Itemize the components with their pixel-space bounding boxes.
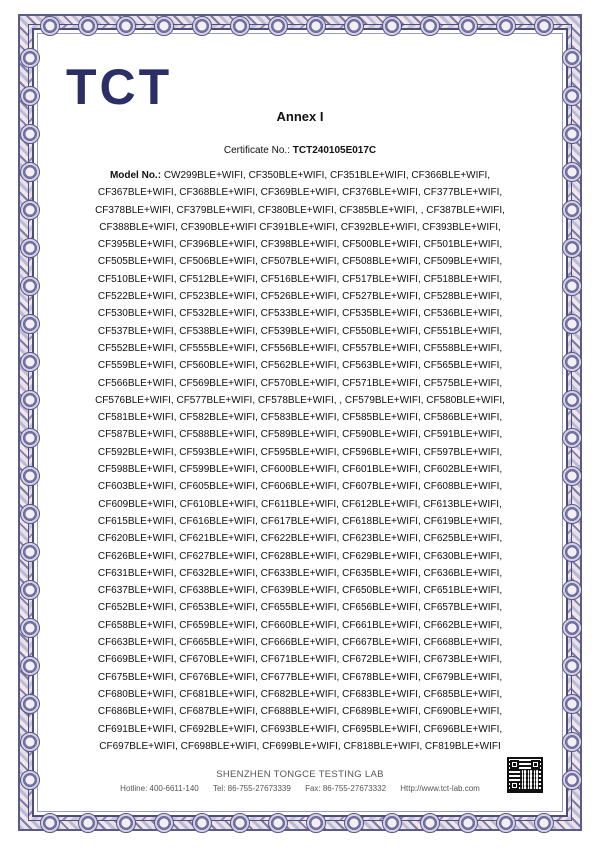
certificate-label: Certificate No.:: [223, 145, 293, 156]
tct-seal-icon: [420, 813, 440, 833]
model-line-text: CF510BLE+WIFI, CF512BLE+WIFI, CF516BLE+WIFI, CF517BLE+WIFI, CF518BLE+WIFI,: [97, 273, 503, 285]
model-line-text: CF663BLE+WIFI, CF665BLE+WIFI, CF666BLE+WIFI, CF667BLE+WIFI, CF668BLE+WIFI,: [97, 637, 503, 649]
tct-seal-icon: [562, 200, 582, 220]
model-line-text: CF680BLE+WIFI, CF681BLE+WIFI, CF682BLE+WIFI, CF683BLE+WIFI, CF685BLE+WIFI,: [97, 688, 503, 700]
model-line-text: CF587BLE+WIFI, CF588BLE+WIFI, CF589BLE+WIFI, CF590BLE+WIFI, CF591BLE+WIFI,: [97, 429, 503, 441]
tct-seal-icon: [562, 390, 582, 410]
tct-seal-icon: [154, 813, 174, 833]
model-line-text: CF658BLE+WIFI, CF659BLE+WIFI, CF660BLE+WIFI, CF661BLE+WIFI, CF662BLE+WIFI,: [97, 619, 503, 631]
model-line-text: CF395BLE+WIFI, CF396BLE+WIFI, CF398BLE+WIFI, CF500BLE+WIFI, CF501BLE+WIFI,: [97, 239, 503, 251]
model-line-text: CF609BLE+WIFI, CF610BLE+WIFI, CF611BLE+WIFI, CF612BLE+WIFI, CF613BLE+WIFI,: [98, 498, 502, 510]
fax: Fax: 86-755-27673332: [305, 784, 387, 793]
qr-finder: [510, 781, 519, 790]
model-line-text: CF388BLE+WIFI, CF390BLE+WIFI CF391BLE+WIFI, CF392BLE+WIFI, CF393BLE+WIFI,: [99, 221, 501, 233]
tct-seal-icon: [562, 504, 582, 524]
tct-seal-icon: [20, 504, 40, 524]
tct-seal-icon: [562, 276, 582, 296]
tct-seal-icon: [20, 314, 40, 334]
model-line-text: CF530BLE+WIFI, CF532BLE+WIFI, CF533BLE+WIFI, CF535BLE+WIFI, CF536BLE+WIFI,: [97, 308, 503, 320]
model-line-text: CF675BLE+WIFI, CF676BLE+WIFI, CF677BLE+WIFI, CF678BLE+WIFI, CF679BLE+WIFI,: [97, 671, 503, 683]
tct-seal-icon: [78, 16, 98, 36]
tct-seal-icon: [40, 813, 60, 833]
tct-seal-icon: [20, 428, 40, 448]
model-line-text: CF631BLE+WIFI, CF632BLE+WIFI, CF633BLE+WIFI, CF635BLE+WIFI, CF636BLE+WIFI,: [97, 567, 503, 579]
model-line: [80, 375, 520, 392]
model-line-text: CW299BLE+WIFI, CF350BLE+WIFI, CF351BLE+WIFI, CF366BLE+WIFI,: [163, 170, 491, 181]
model-line-text: CF669BLE+WIFI, CF670BLE+WIFI, CF671BLE+WIFI, CF672BLE+WIFI, CF673BLE+WIFI,: [97, 654, 503, 666]
tct-seal-icon: [20, 162, 40, 182]
page-title: Annex I: [276, 109, 324, 124]
tct-seal-icon: [20, 542, 40, 562]
tct-seal-icon: [116, 16, 136, 36]
model-line: [80, 288, 520, 305]
model-line: [80, 323, 520, 340]
model-line: [80, 305, 520, 322]
model-line-text: CF537BLE+WIFI, CF538BLE+WIFI, CF539BLE+WIFI, CF550BLE+WIFI, CF551BLE+WIFI,: [97, 325, 503, 337]
tct-seal-icon: [20, 618, 40, 638]
tct-seal-icon: [562, 238, 582, 258]
tct-seal-icon: [20, 390, 40, 410]
tct-seal-icon: [562, 314, 582, 334]
model-line-text: CF637BLE+WIFI, CF638BLE+WIFI, CF639BLE+WIFI, CF650BLE+WIFI, CF651BLE+WIFI,: [97, 585, 503, 597]
tct-seal-icon: [458, 813, 478, 833]
telephone: Tel: 86-755-27673339: [212, 784, 291, 793]
tct-seal-icon: [20, 732, 40, 752]
tct-seal-icon: [382, 813, 402, 833]
tct-seal-icon: [230, 813, 250, 833]
tct-seal-icon: [562, 428, 582, 448]
tct-seal-icon: [20, 656, 40, 676]
model-line: [80, 738, 520, 755]
model-line: [80, 617, 520, 634]
model-line: [80, 530, 520, 547]
model-line: [80, 513, 520, 530]
model-line: [80, 444, 520, 461]
model-line-text: CF598BLE+WIFI, CF599BLE+WIFI, CF600BLE+WIFI, CF601BLE+WIFI, CF602BLE+WIFI,: [97, 464, 503, 476]
model-line-text: CF581BLE+WIFI, CF582BLE+WIFI, CF583BLE+WIFI, CF585BLE+WIFI, CF586BLE+WIFI,: [97, 412, 503, 424]
model-line: [80, 219, 520, 236]
model-line-text: CF626BLE+WIFI, CF627BLE+WIFI, CF628BLE+WIFI, CF629BLE+WIFI, CF630BLE+WIFI,: [97, 550, 503, 562]
model-line-text: CF603BLE+WIFI, CF605BLE+WIFI, CF606BLE+WIFI, CF607BLE+WIFI, CF608BLE+WIFI,: [97, 481, 503, 493]
tct-seal-icon: [562, 162, 582, 182]
model-line: [80, 202, 520, 219]
model-line-text: CF505BLE+WIFI, CF506BLE+WIFI, CF507BLE+WIFI, CF508BLE+WIFI, CF509BLE+WIFI,: [97, 256, 503, 268]
tct-seal-icon: [20, 466, 40, 486]
model-line: [80, 253, 520, 270]
model-line: [80, 582, 520, 599]
model-line-text: CF522BLE+WIFI, CF523BLE+WIFI, CF526BLE+WIFI, CF527BLE+WIFI, CF528BLE+WIFI,: [97, 291, 503, 303]
tct-seal-icon: [154, 16, 174, 36]
model-line: [80, 686, 520, 703]
model-line: [80, 599, 520, 616]
model-line: [80, 669, 520, 686]
model-line-text: CF576BLE+WIFI, CF577BLE+WIFI, CF578BLE+WIFI, , CF579BLE+WIFI, CF580BLE+WIFI,: [95, 394, 505, 406]
tct-seal-icon: [20, 48, 40, 68]
certificate-value: TCT240105E017C: [292, 145, 377, 156]
model-line-text: CF615BLE+WIFI, CF616BLE+WIFI, CF617BLE+WIFI, CF618BLE+WIFI, CF619BLE+WIFI,: [97, 515, 503, 527]
tct-seal-icon: [496, 16, 516, 36]
hotline: Hotline: 400-6611-140: [120, 784, 199, 793]
tct-seal-icon: [20, 238, 40, 258]
tct-seal-icon: [268, 16, 288, 36]
tct-seal-icon: [20, 124, 40, 144]
qr-finder: [510, 760, 519, 769]
model-line: [80, 721, 520, 738]
qr-finder: [531, 760, 540, 769]
tct-seal-icon: [562, 732, 582, 752]
website-link[interactable]: Http://www.tct-lab.com: [400, 784, 480, 793]
model-line: [80, 634, 520, 651]
model-line: [80, 703, 520, 720]
certificate-number: [0, 145, 600, 156]
model-line-text: CF559BLE+WIFI, CF560BLE+WIFI, CF562BLE+WIFI, CF563BLE+WIFI, CF565BLE+WIFI,: [97, 360, 503, 372]
model-line: [80, 392, 520, 409]
tct-seal-icon: [496, 813, 516, 833]
model-line-text: CF552BLE+WIFI, CF555BLE+WIFI, CF556BLE+WIFI, CF557BLE+WIFI, CF558BLE+WIFI,: [97, 342, 503, 354]
model-line: [80, 478, 520, 495]
tct-seal-icon: [268, 813, 288, 833]
tct-seal-icon: [20, 276, 40, 296]
tct-seal-icon: [192, 813, 212, 833]
model-line-text: CF378BLE+WIFI, CF379BLE+WIFI, CF380BLE+WIFI, CF385BLE+WIFI, , CF387BLE+WIFI,: [95, 204, 505, 216]
model-line-text: CF697BLE+WIFI, CF698BLE+WIFI, CF699BLE+WIFI, CF818BLE+WIFI, CF819BLE+WIFI: [99, 740, 501, 752]
tct-seal-icon: [562, 580, 582, 600]
tct-seal-icon: [20, 352, 40, 372]
tct-seal-icon: [382, 16, 402, 36]
model-line: [80, 340, 520, 357]
model-line: [80, 496, 520, 513]
tct-seal-icon: [20, 86, 40, 106]
tct-seal-icon: [562, 656, 582, 676]
tct-seal-icon: [562, 86, 582, 106]
model-label: Model No.:: [109, 170, 164, 181]
model-line-text: CF620BLE+WIFI, CF621BLE+WIFI, CF622BLE+WIFI, CF623BLE+WIFI, CF625BLE+WIFI,: [97, 533, 503, 545]
tct-seal-icon: [20, 694, 40, 714]
model-line: [80, 409, 520, 426]
tct-seal-icon: [344, 16, 364, 36]
tct-seal-icon: [534, 16, 554, 36]
tct-seal-icon: [116, 813, 136, 833]
model-line: [80, 651, 520, 668]
model-line-text: CF652BLE+WIFI, CF653BLE+WIFI, CF655BLE+WIFI, CF656BLE+WIFI, CF657BLE+WIFI,: [97, 602, 503, 614]
model-line-text: CF691BLE+WIFI, CF692BLE+WIFI, CF693BLE+WIFI, CF695BLE+WIFI, CF696BLE+WIFI,: [97, 723, 503, 735]
tct-seal-icon: [562, 48, 582, 68]
model-list: [80, 167, 520, 755]
model-line-text: CF367BLE+WIFI, CF368BLE+WIFI, CF369BLE+WIFI, CF376BLE+WIFI, CF377BLE+WIFI,: [97, 187, 503, 199]
qr-modules: [520, 770, 539, 789]
model-line-text: CF566BLE+WIFI, CF569BLE+WIFI, CF570BLE+WIFI, CF571BLE+WIFI, CF575BLE+WIFI,: [97, 377, 503, 389]
tct-seal-icon: [458, 16, 478, 36]
tct-seal-icon: [562, 466, 582, 486]
tct-seal-icon: [230, 16, 250, 36]
tct-seal-icon: [20, 580, 40, 600]
tct-seal-icon: [562, 542, 582, 562]
tct-logo: TCT: [66, 59, 173, 115]
tct-seal-icon: [78, 813, 98, 833]
tct-seal-icon: [420, 16, 440, 36]
tct-seal-icon: [534, 813, 554, 833]
tct-seal-icon: [306, 813, 326, 833]
model-line: [80, 426, 520, 443]
model-line-text: CF592BLE+WIFI, CF593BLE+WIFI, CF595BLE+WIFI, CF596BLE+WIFI, CF597BLE+WIFI,: [97, 446, 503, 458]
tct-seal-icon: [20, 200, 40, 220]
model-line: [80, 548, 520, 565]
model-line: [80, 271, 520, 288]
model-line-text: CF686BLE+WIFI, CF687BLE+WIFI, CF688BLE+WIFI, CF689BLE+WIFI, CF690BLE+WIFI,: [97, 706, 503, 718]
tct-seal-icon: [562, 694, 582, 714]
model-line: [80, 184, 520, 201]
model-line: [80, 167, 520, 184]
model-line: [80, 236, 520, 253]
tct-seal-icon: [562, 352, 582, 372]
model-line: [80, 357, 520, 374]
tct-seal-icon: [40, 16, 60, 36]
model-line: [80, 565, 520, 582]
model-line: [80, 461, 520, 478]
tct-seal-icon: [344, 813, 364, 833]
tct-seal-icon: [306, 16, 326, 36]
tct-seal-icon: [562, 124, 582, 144]
qr-code-icon: [507, 757, 543, 793]
tct-seal-icon: [192, 16, 212, 36]
tct-seal-icon: [562, 618, 582, 638]
lab-name: SHENZHEN TONGCE TESTING LAB: [216, 769, 384, 780]
